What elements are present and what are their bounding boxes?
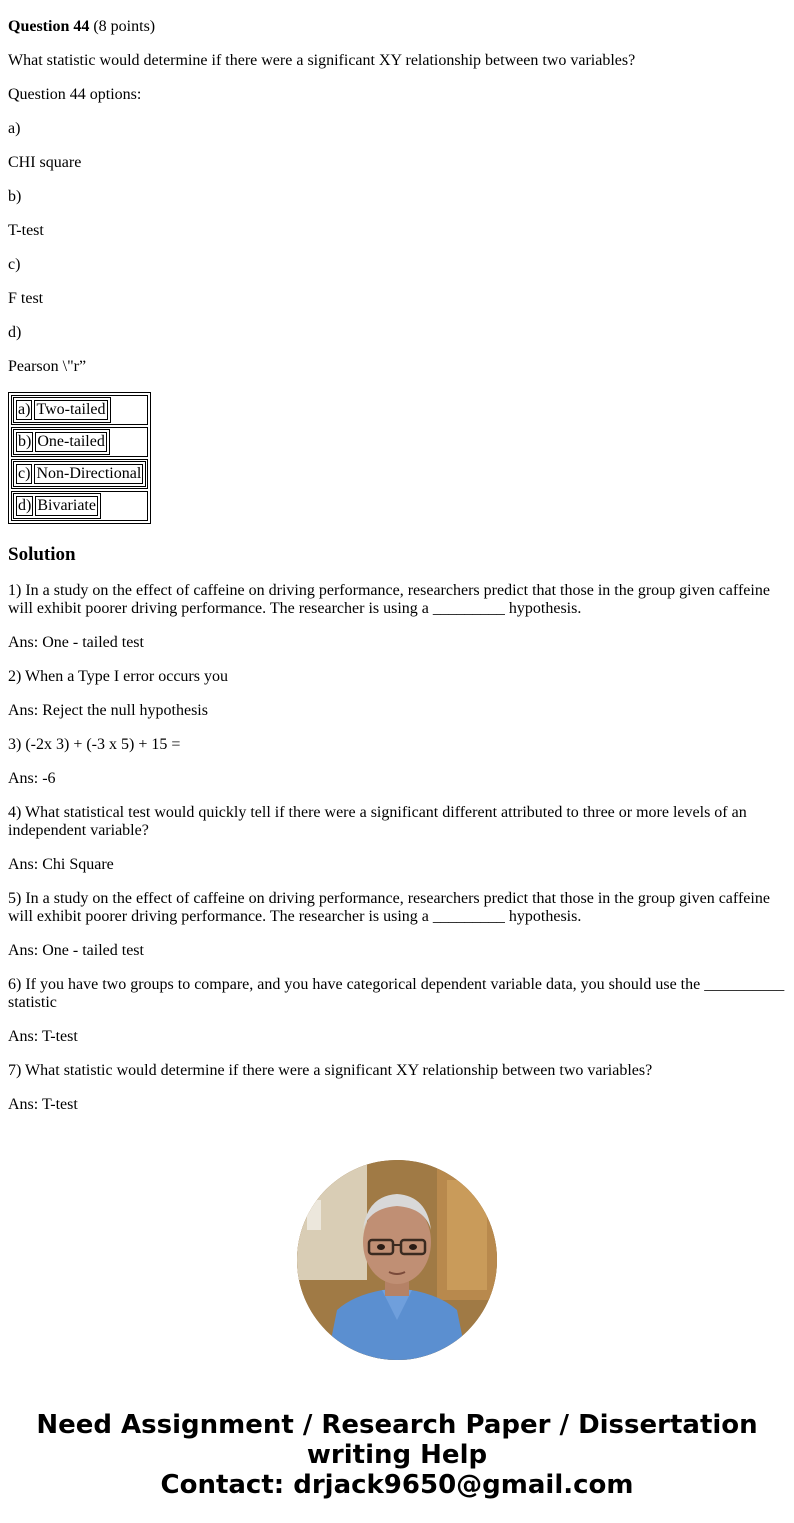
question-title <box>8 18 786 36</box>
table-row <box>11 491 148 521</box>
table-row <box>11 395 148 425</box>
solution-answer-7: Ans: T-test <box>8 1096 78 1113</box>
solution-question-3: 3) (-2x 3) + (-3 x 5) + 15 = <box>8 736 181 753</box>
solution-question-7: 7) What statistic would determine if there were a significant XY relationship between two variables? <box>8 1062 653 1079</box>
avatar <box>297 1160 497 1360</box>
table-row <box>11 459 148 489</box>
answer-choices-table <box>8 392 151 524</box>
table-row-letter: d) <box>18 497 32 514</box>
solution-answer-4: Ans: Chi Square <box>8 856 114 873</box>
solution-question-2: 2) When a Type I error occurs you <box>8 668 228 685</box>
solution-question-1: 1) In a study on the effect of caffeine on driving performance, researchers predict that those in the group given caffeine will exhibit poorer driving performance. The researcher is using a _________ hypothesis. <box>8 582 770 617</box>
solution-answer-5: Ans: One - tailed test <box>8 942 144 959</box>
table-row-letter: a) <box>18 401 31 418</box>
option-a-letter: a) <box>8 120 21 137</box>
portrait-photo <box>297 1160 497 1360</box>
footer-line-help: Need Assignment / Research Paper / Dissertation writing Help <box>36 1410 758 1470</box>
footer-line-contact: Contact: drjack9650@gmail.com <box>160 1470 634 1500</box>
solution-heading: Solution <box>8 544 76 565</box>
table-row-text: Two-tailed <box>36 401 106 418</box>
table-row <box>11 427 148 457</box>
table-row-text: Bivariate <box>37 497 96 514</box>
option-c-text: F test <box>8 290 44 307</box>
footer-promo <box>8 1410 786 1500</box>
solution-answer-2: Ans: Reject the null hypothesis <box>8 702 208 719</box>
solution-question-5: 5) In a study on the effect of caffeine on driving performance, researchers predict that those in the group given caffeine will exhibit poorer driving performance. The researcher is using a _________ hypothesis. <box>8 890 770 925</box>
options-heading: Question 44 options: <box>8 86 142 103</box>
solution-answer-6: Ans: T-test <box>8 1028 78 1045</box>
table-row-letter: c) <box>18 465 31 482</box>
question-text: What statistic would determine if there were a significant XY relationship between two variables? <box>8 52 636 69</box>
option-b-letter: b) <box>8 188 22 205</box>
option-d-text: Pearson \"r” <box>8 358 87 375</box>
solution-question-4: 4) What statistical test would quickly tell if there were a significant different attributed to three or more levels of an independent variable? <box>8 804 747 839</box>
solution-answer-3: Ans: -6 <box>8 770 56 787</box>
solution-list <box>8 582 786 1114</box>
question-points: (8 points) <box>89 18 156 35</box>
option-c-letter: c) <box>8 256 21 273</box>
option-a-text: CHI square <box>8 154 82 171</box>
table-row-text: One-tailed <box>37 433 105 450</box>
option-b-text: T-test <box>8 222 44 239</box>
option-d-letter: d) <box>8 324 22 341</box>
question-number: Question 44 <box>8 18 90 35</box>
table-row-letter: b) <box>18 433 32 450</box>
question-block <box>8 18 786 376</box>
solution-answer-1: Ans: One - tailed test <box>8 634 144 651</box>
solution-question-6: 6) If you have two groups to compare, and you have categorical dependent variable data, you should use the __________ statistic <box>8 976 785 1011</box>
table-row-text: Non-Directional <box>36 465 142 482</box>
